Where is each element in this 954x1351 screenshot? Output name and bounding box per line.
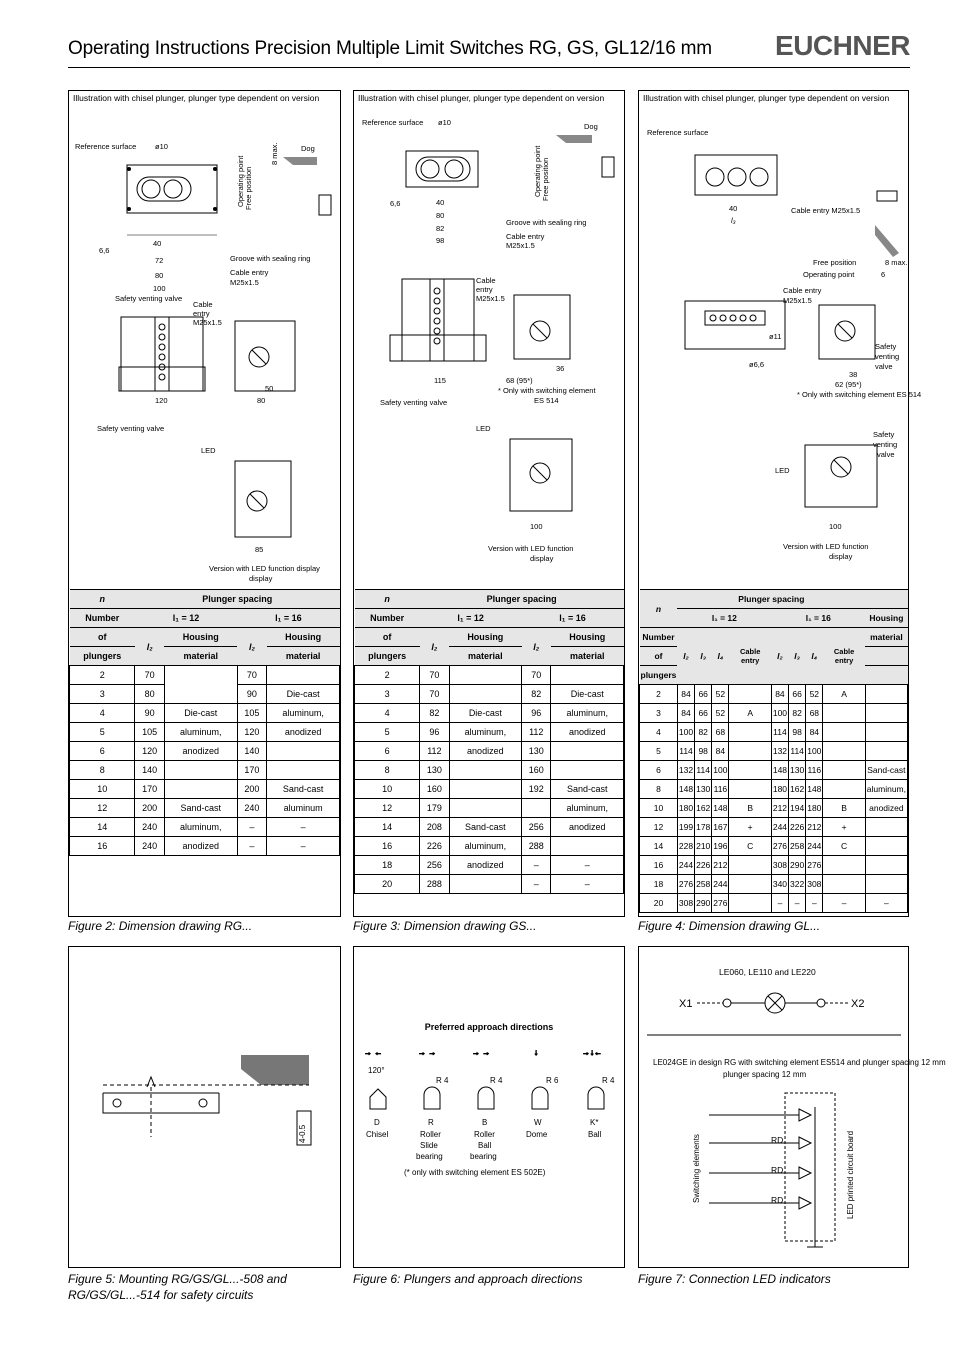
table-row: 10 180 162 148 B 212 194 180 B anodized [640,799,908,818]
svg-text:K*: K* [590,1118,599,1127]
table-row: 10 160 192 Sand-cast [355,780,624,799]
svg-text:venting: venting [875,352,900,361]
svg-text:100: 100 [153,284,166,293]
table-row: 5 114 98 84 132 114 100 [640,742,908,761]
svg-text:ø10: ø10 [438,118,451,127]
table-row: 8 130 160 [355,761,624,780]
svg-text:Reference surface: Reference surface [647,128,709,137]
svg-text:Safety: Safety [873,430,895,439]
table-row: 4 90 Die-cast 105 aluminum, [70,704,340,723]
table-row: 14 240 aluminum, – – [70,818,340,837]
figure-4-panel [638,90,922,917]
svg-text:Free position: Free position [244,166,253,210]
svg-text:Free position: Free position [541,157,550,201]
svg-text:l₃: l₃ [731,216,736,225]
figure-3-panel [353,90,625,917]
table-row: 18 276 258 244 340 322 308 [640,875,908,894]
svg-text:8 max.: 8 max. [885,258,908,267]
panel-title: Illustration with chisel plunger, plunger type dependent on version [643,93,890,103]
svg-text:Version with LED function disp: Version with LED function display [209,564,320,573]
led-wiring-diagram [639,947,946,1267]
svg-text:120°: 120° [368,1066,385,1075]
gl-dimension-drawing [639,105,922,595]
euchner-logo: EUCHNER [775,30,910,61]
gs-table: n Plunger spacing Number l₁ = 12 l₁ = 16 of l₂ Housing l₂ Housing plungers material material 2 70 70 3 70 82 Die-cast 4 82 Die-cast 96 aluminum, 5 96 aluminum, 112 anodized 6 112 anodized 130 8 130 160 10 160 192 Sand-cast 12 179 aluminum, 14 208 Sand-cast 256 anodized 16 226 aluminum, 288 18 256 anodized – – 20 288 – – [354,589,624,894]
svg-text:LE024GE in design RG with swit: LE024GE in design RG with switching element ES514 and plunger spacing 12 mm [653,1058,946,1067]
svg-text:50: 50 [265,384,274,393]
svg-text:venting: venting [873,440,898,449]
svg-text:Cable: Cable [193,300,213,309]
svg-text:80: 80 [436,211,445,220]
svg-text:Operating point: Operating point [533,145,542,197]
svg-text:(* only with switching element: (* only with switching element ES 502E) [404,1168,546,1177]
table-row: 6 112 anodized 130 [355,742,624,761]
svg-text:72: 72 [155,256,164,265]
svg-text:M25x1.5: M25x1.5 [476,294,505,303]
table-row: 12 200 Sand-cast 240 aluminum [70,799,340,818]
svg-text:100: 100 [829,522,842,531]
svg-text:LED printed circuit board: LED printed circuit board [846,1130,855,1219]
table-row: 3 80 90 Die-cast [70,685,340,704]
svg-text:M25x1.5: M25x1.5 [230,278,259,287]
svg-text:LED: LED [775,466,790,475]
table-row: 14 208 Sand-cast 256 anodized [355,818,624,837]
svg-text:36: 36 [556,364,565,373]
mount-dim: 4-0.5 [298,1124,307,1143]
table-row: 14 228 210 196 C 276 258 244 C [640,837,908,856]
svg-text:Dog: Dog [584,122,598,131]
svg-text:entry: entry [193,309,210,318]
svg-text:Cable entry M25x1.5: Cable entry M25x1.5 [791,206,861,215]
approach-title: Preferred approach directions [424,1022,554,1032]
table-row: 16 240 anodized – – [70,837,340,856]
svg-text:→ →: → → [472,1048,491,1057]
svg-text:Cable entry: Cable entry [230,268,269,277]
svg-text:D: D [374,1118,380,1127]
svg-text:R 4: R 4 [602,1076,615,1085]
table-row: 12 179 aluminum, [355,799,624,818]
svg-text:entry: entry [476,285,493,294]
figure-3-caption: Figure 3: Dimension drawing GS... [353,919,537,933]
svg-text:RD: RD [771,1165,784,1175]
panel-title: Illustration with chisel plunger, plunger type dependent on version [358,93,605,103]
svg-text:ø10: ø10 [155,142,168,151]
svg-text:display: display [530,554,554,563]
page-title: Operating Instructions Precision Multiple Limit Switches RG, GS, GL12/16 mm [68,38,712,59]
svg-text:6,6: 6,6 [390,199,401,208]
svg-text:Chisel: Chisel [366,1130,389,1139]
svg-text:Roller: Roller [474,1130,495,1139]
dog-label: Dog [301,144,315,153]
svg-text:↓: ↓ [534,1048,538,1057]
figure-5-caption: Figure 5: Mounting RG/GS/GL...-508 and RG/GS/GL...-514 for safety circuits [68,1272,287,1302]
svg-text:Version with LED function: Version with LED function [488,544,574,553]
svg-text:68 (95*): 68 (95*) [506,376,533,385]
gs-dimension-drawing [354,105,624,585]
svg-text:Ball: Ball [478,1141,492,1150]
svg-text:Operating point: Operating point [803,270,855,279]
panel-title: Illustration with chisel plunger, plunger type dependent on version [73,93,320,103]
gl-table: n Plunger spacing l₁ = 12 l₁ = 16 Housing Number l₂ l₃ l₄ Cable entry l₂ l₃ l₄ Cable entry material of plungers 2 84 66 52 84 66 52 A 3 84 66 52 A 100 82 68 4 100 82 68 114 98 84 5 114 98 84 132 114 100 6 132 114 100 148 130 116 Sand-cast 8 148 130 116 180 162 148 aluminum, 10 180 162 148 B 212 194 180 B anodized 12 199 178 167 + 244 226 212 + 14 228 210 196 C 276 258 244 C 16 244 226 212 308 290 276 18 276 258 244 340 322 308 20 308 290 276 – – – – – [639,589,908,913]
svg-text:→ ←: → ← [364,1048,383,1057]
table-row: 6 132 114 100 148 130 116 Sand-cast [640,761,908,780]
svg-text:→↓←: →↓← [582,1048,602,1057]
svg-text:Cable entry: Cable entry [506,232,545,241]
figure-4-caption: Figure 4: Dimension drawing GL... [638,919,821,933]
table-row: 2 70 70 [70,666,340,685]
table-row: 18 256 anodized – – [355,856,624,875]
table-row: 12 199 178 167 + 244 226 212 + [640,818,908,837]
table-row: 6 120 anodized 140 [70,742,340,761]
svg-text:RD: RD [771,1135,784,1145]
svg-text:R 4: R 4 [490,1076,503,1085]
table-row: 2 84 66 52 84 66 52 A [640,685,908,704]
svg-text:ø11: ø11 [769,332,782,341]
svg-text:Safety venting valve: Safety venting valve [115,294,183,303]
svg-text:Safety: Safety [875,342,897,351]
mounting-drawing [69,947,340,1267]
svg-text:40: 40 [436,198,445,207]
svg-text:62 (95*): 62 (95*) [835,380,862,389]
svg-text:Operating point: Operating point [236,155,245,207]
table-row: 3 84 66 52 A 100 82 68 [640,704,908,723]
figure-7-panel [638,946,946,1268]
svg-text:valve: valve [877,450,895,459]
svg-text:LE060, LE110 and LE220: LE060, LE110 and LE220 [719,967,816,977]
svg-text:120: 120 [155,396,168,405]
table-row: 16 244 226 212 308 290 276 [640,856,908,875]
figure-5-panel [68,946,341,1268]
rg-table: n Plunger spacing Number l₁ = 12 l₁ = 16 of l₂ Housing l₂ Housing plungers material material 2 70 70 3 80 90 Die-cast 4 90 Die-cast 105 aluminum, 5 105 aluminum, 120 anodized 6 120 anodized 140 8 140 170 10 170 200 Sand-cast 12 200 Sand-cast 240 aluminum 14 240 aluminum, – – 16 240 anodized – – [69,589,340,856]
svg-text:M25x1.5: M25x1.5 [506,241,535,250]
svg-text:Cable: Cable [476,276,496,285]
svg-text:X1: X1 [679,998,693,1010]
svg-text:Version with LED function: Version with LED function [783,542,869,551]
svg-text:Switching elements: Switching elements [692,1134,701,1203]
table-row: 5 105 aluminum, 120 anodized [70,723,340,742]
svg-text:→ →: → → [418,1048,437,1057]
svg-text:display: display [249,574,273,583]
svg-text:LED: LED [201,446,216,455]
svg-text:80: 80 [155,271,164,280]
svg-text:R 6: R 6 [546,1076,559,1085]
svg-text:Roller: Roller [420,1130,441,1139]
svg-text:valve: valve [875,362,893,371]
svg-text:8 max.: 8 max. [270,142,279,165]
table-row: 8 140 170 [70,761,340,780]
svg-text:bearing: bearing [416,1152,443,1161]
table-row: 8 148 130 116 180 162 148 aluminum, [640,780,908,799]
svg-text:X2: X2 [851,998,865,1010]
table-row: 2 70 70 [355,666,624,685]
svg-text:ES 514: ES 514 [534,396,559,405]
svg-text:Safety venting valve: Safety venting valve [97,424,165,433]
table-row: 16 226 aluminum, 288 [355,837,624,856]
svg-text:80: 80 [257,396,266,405]
svg-text:Groove with sealing ring: Groove with sealing ring [506,218,587,227]
page-header [68,30,910,68]
table-row: 10 170 200 Sand-cast [70,780,340,799]
table-row: 4 82 Die-cast 96 aluminum, [355,704,624,723]
svg-text:W: W [534,1118,542,1127]
ref-surface-label: Reference surface [75,142,137,151]
svg-text:Ball: Ball [588,1130,602,1139]
svg-text:bearing: bearing [470,1152,497,1161]
svg-text:6: 6 [881,270,886,279]
svg-text:Reference surface: Reference surface [362,118,424,127]
table-row: 3 70 82 Die-cast [355,685,624,704]
svg-text:* Only with switching element: * Only with switching element ES 514 [797,390,922,399]
plunger-drawing [354,947,624,1267]
svg-text:98: 98 [436,236,445,245]
svg-text:Dome: Dome [526,1130,548,1139]
svg-text:40: 40 [729,204,738,213]
table-row: 5 96 aluminum, 112 anodized [355,723,624,742]
figure-6-panel [353,946,625,1268]
svg-text:RD: RD [771,1195,784,1205]
table-row: 4 100 82 68 114 98 84 [640,723,908,742]
figure-2-caption: Figure 2: Dimension drawing RG... [68,919,253,933]
svg-text:R: R [428,1118,434,1127]
svg-text:Slide: Slide [420,1141,438,1150]
svg-text:100: 100 [530,522,543,531]
svg-text:6,6: 6,6 [99,246,110,255]
figure-7-caption: Figure 7: Connection LED indicators [638,1272,831,1286]
svg-text:B: B [482,1118,488,1127]
rg-dimension-drawing [69,105,340,595]
figure-6-caption: Figure 6: Plungers and approach directions [353,1272,583,1286]
svg-text:display: display [829,552,853,561]
svg-text:LED: LED [476,424,491,433]
svg-text:40: 40 [153,239,162,248]
svg-text:ø6,6: ø6,6 [749,360,765,369]
svg-text:plunger spacing 12 mm: plunger spacing 12 mm [723,1070,807,1079]
svg-text:38: 38 [849,370,858,379]
svg-text:M25x1.5: M25x1.5 [193,318,222,327]
svg-text:M25x1.5: M25x1.5 [783,296,812,305]
figure-2-panel [68,90,341,917]
table-row: 20 288 – – [355,875,624,894]
svg-text:Safety venting valve: Safety venting valve [380,398,448,407]
svg-text:* Only with switching element: * Only with switching element [498,386,596,395]
svg-text:115: 115 [434,376,446,385]
table-row: 20 308 290 276 – – – – – [640,894,908,913]
svg-text:Cable entry: Cable entry [783,286,822,295]
svg-text:R 4: R 4 [436,1076,449,1085]
svg-text:82: 82 [436,224,445,233]
svg-text:85: 85 [255,545,264,554]
svg-text:Free position: Free position [813,258,857,267]
svg-text:Groove with sealing ring: Groove with sealing ring [230,254,311,263]
